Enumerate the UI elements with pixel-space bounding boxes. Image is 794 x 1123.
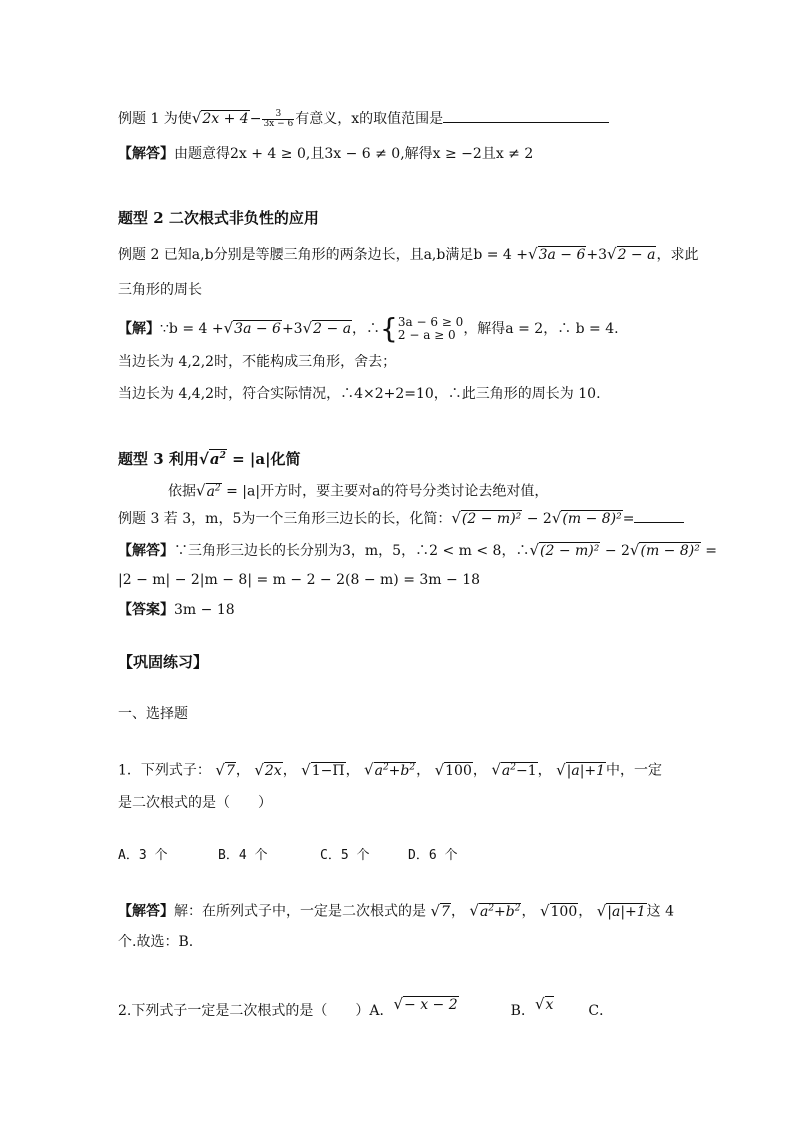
radical: √2 − a — [607, 245, 656, 263]
radical: √|a|+1 — [556, 760, 606, 779]
answer-1: 【解答】由题意得2x + 4 ≥ 0,且3x − 6 ≠ 0,解得x ≥ −2且x ≠ 2 — [118, 146, 534, 162]
radical: √2x + 4 — [191, 109, 249, 127]
example-1-prefix: 例题 1 为使 — [118, 111, 192, 127]
radical: √2x — [254, 760, 282, 779]
final-answer-3: 【答案】3m − 18 — [118, 602, 235, 618]
radical: √|a|+1 — [596, 901, 646, 920]
radical: √1−Π — [301, 760, 345, 779]
option-b[interactable]: B．4 个 — [218, 848, 268, 863]
question-2: 2.下列式子一定是二次根式的是（ ）A．√− x − 2 B．√x C． — [118, 995, 614, 1019]
section-title-type-3: 题型 3 利用$√a^2 = |a|$化简 — [118, 446, 301, 469]
answer-3-line-2: |2 − m| − 2|m − 8| = m − 2 − 2(8 − m) = 3m − 18 — [118, 572, 481, 588]
radical: √3a − 6 — [223, 319, 281, 337]
option-c[interactable]: C．5 个 — [320, 848, 370, 863]
example-2-line-2: 三角形的周长 — [118, 282, 202, 298]
radical: √(2 − m)² — [451, 509, 522, 527]
radical: $√a^2$ — [196, 481, 221, 500]
answer-3: 【解答】∵三角形三边长的长分别为3，m，5，∴2 < m < 8，∴√(2 − m)² − 2√(m − 8)² = — [118, 541, 718, 559]
example-1: 例题 1 为使√2x + 4− $\frac{3}{3x - 6}$ 有意义，x的取值范围是 — [118, 108, 609, 129]
case-1: 当边长为 4,2,2时，不能构成三角形，舍去； — [118, 354, 397, 370]
question-1: 1．下列式子： √7， √2x， √1−Π， $√a^2+b^2$， √100， $√a^2-1$， √|a|+1中，一定 — [118, 757, 662, 781]
equation-system: { 3a − 6 ≥ 0 2 − a ≥ 0 — [380, 312, 464, 345]
option-d[interactable]: D．6 个 — [408, 848, 458, 863]
radical: √x — [534, 995, 554, 1013]
answer-blank[interactable] — [443, 108, 609, 123]
fraction: $\frac{3}{3x - 6}$ — [263, 108, 294, 129]
question-1-options — [118, 845, 457, 866]
section-multiple-choice: 一、选择题 — [118, 706, 188, 722]
case-2: 当边长为 4,4,2时，符合实际情况，∴4×2+2=10，∴此三角形的周长为 10. — [118, 386, 601, 402]
radical: √(m − 8)² — [551, 509, 622, 527]
radical: √(2 − m)² — [529, 541, 600, 559]
radical: √(m − 8)² — [629, 541, 700, 559]
radical: √− x − 2 — [393, 995, 458, 1013]
radical: √7 — [215, 760, 235, 779]
solution-2: 【解】∵b = 4 +√3a − 6+3√2 − a，∴{ 3a − 6 ≥ 0 2 − a ≥ 0 ，解得a = 2，∴ b = 4. — [118, 312, 619, 345]
question-1-line-2: 是二次根式的是（ ） — [118, 795, 272, 811]
example-2: 例题 2 已知a,b分别是等腰三角形的两条边长，且a,b满足b = 4 +√3a − 6+3√2 − a，求此 — [118, 245, 699, 263]
radical: √100 — [539, 901, 578, 920]
radical: $√a^2$ — [198, 450, 226, 468]
radical: $√a^2-1$ — [491, 760, 537, 779]
note-3: 依据$√a^2 = |a|$开方时，要主要对a的符号分类讨论去绝对值， — [168, 478, 548, 502]
radical: √7 — [430, 901, 450, 920]
answer-blank[interactable] — [634, 508, 684, 523]
radical: $√a^2+b^2$ — [364, 760, 416, 779]
radical: $√a^2+b^2$ — [469, 901, 521, 920]
radical: √2 − a — [302, 319, 352, 337]
radical: √3a − 6 — [528, 245, 586, 263]
section-title-type-2: 题型 2 二次根式非负性的应用 — [118, 209, 319, 227]
option-a[interactable]: A．3 个 — [118, 848, 168, 863]
question-1-answer: 【解答】解：在所列式子中，一定是二次根式的是 √7， $√a^2+b^2$， √100， √|a|+1这 4 — [118, 898, 674, 922]
example-3: 例题 3 若 3，m，5为一个三角形三边长的长，化简：√(2 − m)² − 2√(m − 8)²= — [118, 508, 684, 529]
question-1-answer-line-2: 个.故选：B. — [118, 934, 194, 950]
radical: √100 — [434, 760, 472, 779]
practice-title: 【巩固练习】 — [118, 653, 209, 671]
